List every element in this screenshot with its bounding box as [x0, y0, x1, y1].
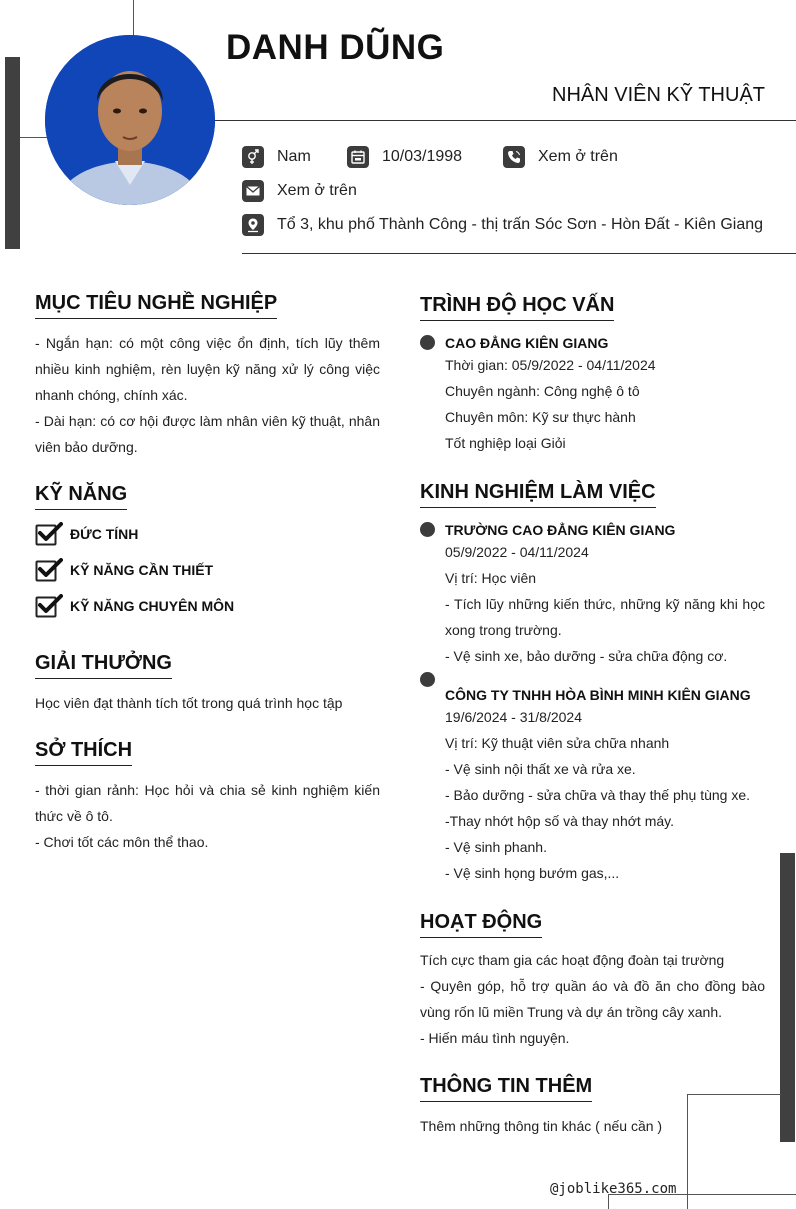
right-accent-bar — [780, 853, 795, 1142]
contact-address — [242, 214, 763, 236]
email-value: Xem ở trên — [277, 182, 357, 199]
education-line: Thời gian: 05/9/2022 - 04/11/2024 — [445, 357, 656, 373]
job-duty: - Vệ sinh họng bướm gas,... — [445, 865, 620, 881]
hobbies-text — [35, 777, 380, 855]
company-name: CÔNG TY TNHH HÒA BÌNH MINH KIÊN GIANG — [445, 687, 751, 703]
awards-title: GIẢI THƯỞNG — [35, 652, 172, 679]
phone-value: Xem ở trên — [538, 148, 618, 165]
activity-line: Tích cực tham gia các hoạt động đoàn tại trường — [420, 952, 725, 968]
skill-item — [35, 558, 213, 582]
job-duty: -Thay nhớt hộp số và thay nhớt máy. — [445, 813, 674, 829]
activities-title: HOẠT ĐỘNG — [420, 911, 542, 938]
skill-item — [35, 522, 138, 546]
job-period: 19/6/2024 - 31/8/2024 — [445, 709, 583, 725]
awards-text: Học viên đạt thành tích tốt trong quá trình học tập — [35, 695, 343, 711]
header-divider — [215, 120, 796, 121]
hobbies-title: SỞ THÍCH — [35, 739, 132, 766]
skill-label: KỸ NĂNG CẦN THIẾT — [70, 562, 214, 578]
job-duty: - Tích lũy những kiến thức, những kỹ năng khi học xong trong trường. — [445, 596, 765, 638]
education-title: TRÌNH ĐỘ HỌC VẤN — [420, 294, 614, 321]
job-position: Vị trí: Học viên — [445, 570, 537, 586]
skill-label: ĐỨC TÍNH — [70, 526, 139, 542]
education-entry — [445, 334, 765, 456]
objective-line: - Dài hạn: có cơ hội được làm nhân viên kỹ thuật, nhân viên bảo dưỡng. — [35, 413, 380, 455]
portrait-photo — [45, 35, 215, 205]
decor-line — [20, 137, 48, 138]
education-line: Chuyên ngành: Công nghệ ô tô — [445, 383, 640, 399]
checkbox-checked-icon — [35, 558, 63, 582]
school-name: CAO ĐẲNG KIÊN GIANG — [445, 335, 609, 351]
skill-item — [35, 594, 234, 618]
timeline-dot — [420, 335, 435, 350]
candidate-name: DANH DŨNG — [226, 28, 445, 67]
company-name: TRƯỜNG CAO ĐẲNG KIÊN GIANG — [445, 522, 676, 538]
gender-icon — [242, 146, 264, 168]
decor-frame — [687, 1094, 781, 1209]
more-info-text: Thêm những thông tin khác ( nếu cần ) — [420, 1118, 663, 1134]
objective-title: MỤC TIÊU NGHỀ NGHIỆP — [35, 292, 277, 319]
activity-line: - Hiến máu tình nguyện. — [420, 1030, 570, 1046]
contact-email — [242, 180, 357, 202]
checkbox-checked-icon — [35, 594, 63, 618]
checkbox-checked-icon — [35, 522, 63, 546]
job-duty: - Vệ sinh phanh. — [445, 839, 547, 855]
location-pin-icon — [242, 214, 264, 236]
activity-line: - Quyên góp, hỗ trợ quần áo và đồ ăn cho đồng bào vùng rốn lũ miền Trung và dự án trồng cây xanh. — [420, 978, 765, 1020]
decor-line — [133, 0, 134, 40]
objective-text — [35, 330, 380, 460]
more-info-title: THÔNG TIN THÊM — [420, 1075, 592, 1102]
timeline-dot — [420, 522, 435, 537]
experience-title: KINH NGHIỆM LÀM VIỆC — [420, 481, 656, 508]
birthdate-value: 10/03/1998 — [382, 148, 463, 165]
contact-gender — [242, 146, 311, 168]
skills-title: KỸ NĂNG — [35, 483, 127, 510]
job-position: Vị trí: Kỹ thuật viên sửa chữa nhanh — [445, 735, 670, 751]
left-accent-bar — [5, 57, 20, 249]
job-duty: - Vệ sinh xe, bảo dưỡng - sửa chữa động cơ. — [445, 648, 728, 664]
job-title: NHÂN VIÊN KỸ THUẬT — [552, 84, 765, 106]
education-line: Tốt nghiệp loại Giỏi — [445, 435, 566, 451]
hobby-line: - Chơi tốt các môn thể thao. — [35, 834, 209, 850]
job-entry — [445, 521, 765, 669]
job-entry — [445, 686, 765, 886]
objective-line: - Ngắn hạn: có một công việc ổn định, tích lũy thêm nhiều kinh nghiệm, rèn luyện kỹ năng xử lý công việc nhanh chóng, chính xác. — [35, 335, 380, 403]
envelope-icon — [242, 180, 264, 202]
calendar-icon — [347, 146, 369, 168]
avatar — [45, 35, 215, 205]
contact-birthdate — [347, 146, 462, 168]
job-period: 05/9/2022 - 04/11/2024 — [445, 544, 589, 560]
education-line: Chuyên môn: Kỹ sư thực hành — [445, 409, 636, 425]
skill-label: KỸ NĂNG CHUYÊN MÔN — [70, 598, 235, 614]
job-duty: - Bảo dưỡng - sửa chữa và thay thế phụ tùng xe. — [445, 787, 751, 803]
timeline-dot — [420, 672, 435, 687]
contact-phone — [503, 146, 618, 168]
hobby-line: - thời gian rảnh: Học hỏi và chia sẻ kinh nghiệm kiến thức về ô tô. — [35, 782, 380, 824]
address-value: Tổ 3, khu phố Thành Công - thị trấn Sóc Sơn - Hòn Đất - Kiên Giang — [277, 216, 764, 233]
activities-text — [420, 947, 765, 1051]
watermark: @joblike365.com — [550, 1181, 677, 1197]
contact-divider — [242, 253, 796, 254]
gender-value: Nam — [277, 148, 311, 165]
phone-icon — [503, 146, 525, 168]
job-duty: - Vệ sinh nội thất xe và rửa xe. — [445, 761, 636, 777]
